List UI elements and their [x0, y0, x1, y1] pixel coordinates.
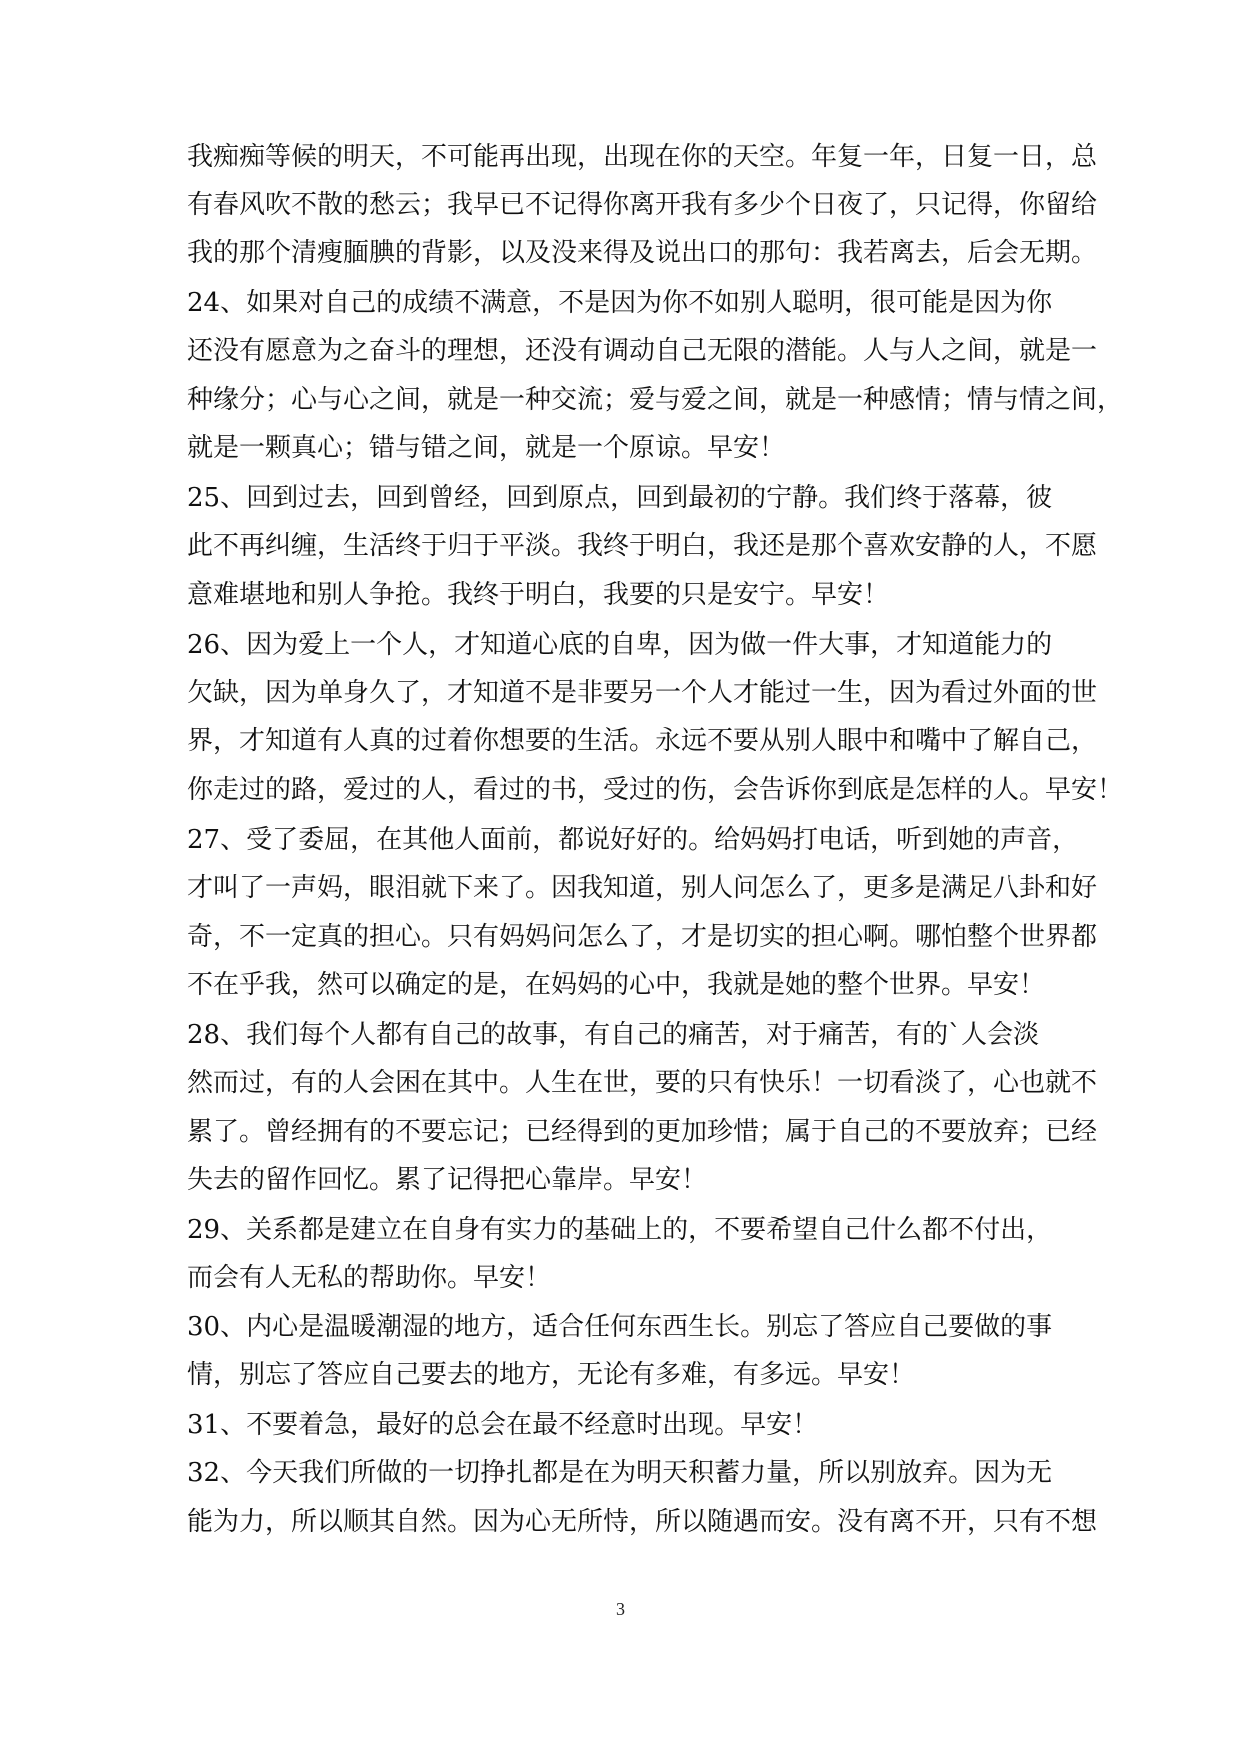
- text-line: 28、我们每个人都有自己的故事，有自己的痛苦，对于痛苦，有的`人会淡: [187, 1020, 1040, 1050]
- text-line: 32、今天我们所做的一切挣扎都是在为明天积蓄力量，所以别放弃。因为无: [187, 1458, 1053, 1488]
- text-line: 然而过，有的人会困在其中。人生在世，要的只有快乐！一切看淡了，心也就不: [187, 1068, 1098, 1098]
- text-line: 情，别忘了答应自己要去的地方，无论有多难，有多远。早安！: [187, 1360, 916, 1390]
- text-line: 意难堪地和别人争抢。我终于明白，我要的只是安宁。早安！: [187, 580, 890, 610]
- text-line: 就是一颗真心；错与错之间，就是一个原谅。早安！: [187, 433, 786, 463]
- text-line: 奇，不一定真的担心。只有妈妈问怎么了，才是切实的担心啊。哪怕整个世界都: [187, 922, 1098, 952]
- text-line: 27、受了委屈，在其他人面前，都说好好的。给妈妈打电话，听到她的声音，: [187, 825, 1079, 855]
- text-line: 欠缺，因为单身久了，才知道不是非要另一个人才能过一生，因为看过外面的世: [187, 678, 1098, 708]
- text-line: 累了。曾经拥有的不要忘记；已经得到的更加珍惜；属于自己的不要放弃；已经: [187, 1117, 1098, 1147]
- text-line: 不在乎我，然可以确定的是，在妈妈的心中，我就是她的整个世界。早安！: [187, 970, 1046, 1000]
- text-line: 此不再纠缠，生活终于归于平淡。我终于明白，我还是那个喜欢安静的人，不愿: [187, 531, 1098, 561]
- text-line: 才叫了一声妈，眼泪就下来了。因我知道，别人问怎么了，更多是满足八卦和好: [187, 873, 1098, 903]
- text-line: 还没有愿意为之奋斗的理想，还没有调动自己无限的潜能。人与人之间，就是一: [187, 336, 1098, 366]
- text-line: 31、不要着急，最好的总会在最不经意时出现。早安！: [187, 1410, 819, 1440]
- text-line: 我痴痴等候的明天，不可能再出现，出现在你的天空。年复一年，日复一日，总: [187, 142, 1098, 172]
- text-line: 界，才知道有人真的过着你想要的生活。永远不要从别人眼中和嘴中了解自己，: [187, 726, 1098, 756]
- text-line: 种缘分；心与心之间，就是一种交流；爱与爱之间，就是一种感情；情与情之间，: [187, 385, 1124, 415]
- text-line: 24、如果对自己的成绩不满意，不是因为你不如别人聪明，很可能是因为你: [187, 288, 1053, 318]
- text-line: 30、内心是温暖潮湿的地方，适合任何东西生长。别忘了答应自己要做的事: [187, 1312, 1053, 1342]
- text-line: 25、回到过去，回到曾经，回到原点，回到最初的宁静。我们终于落幕，彼: [187, 483, 1053, 513]
- text-line: 26、因为爱上一个人，才知道心底的自卑，因为做一件大事，才知道能力的: [187, 630, 1053, 660]
- text-line: 而会有人无私的帮助你。早安！: [187, 1263, 552, 1293]
- text-line: 有春风吹不散的愁云；我早已不记得你离开我有多少个日夜了，只记得，你留给: [187, 190, 1098, 220]
- text-line: 能为力，所以顺其自然。因为心无所恃，所以随遇而安。没有离不开，只有不想: [187, 1507, 1098, 1537]
- page-number: 3: [616, 1599, 625, 1619]
- text-line: 失去的留作回忆。累了记得把心靠岸。早安！: [187, 1165, 708, 1195]
- text-line: 29、关系都是建立在自身有实力的基础上的，不要希望自己什么都不付出，: [187, 1215, 1053, 1245]
- text-line: 你走过的路，爱过的人，看过的书，受过的伤，会告诉你到底是怎样的人。早安！: [187, 775, 1124, 805]
- text-line: 我的那个清瘦腼腆的背影，以及没来得及说出口的那句：我若离去，后会无期。: [187, 238, 1098, 268]
